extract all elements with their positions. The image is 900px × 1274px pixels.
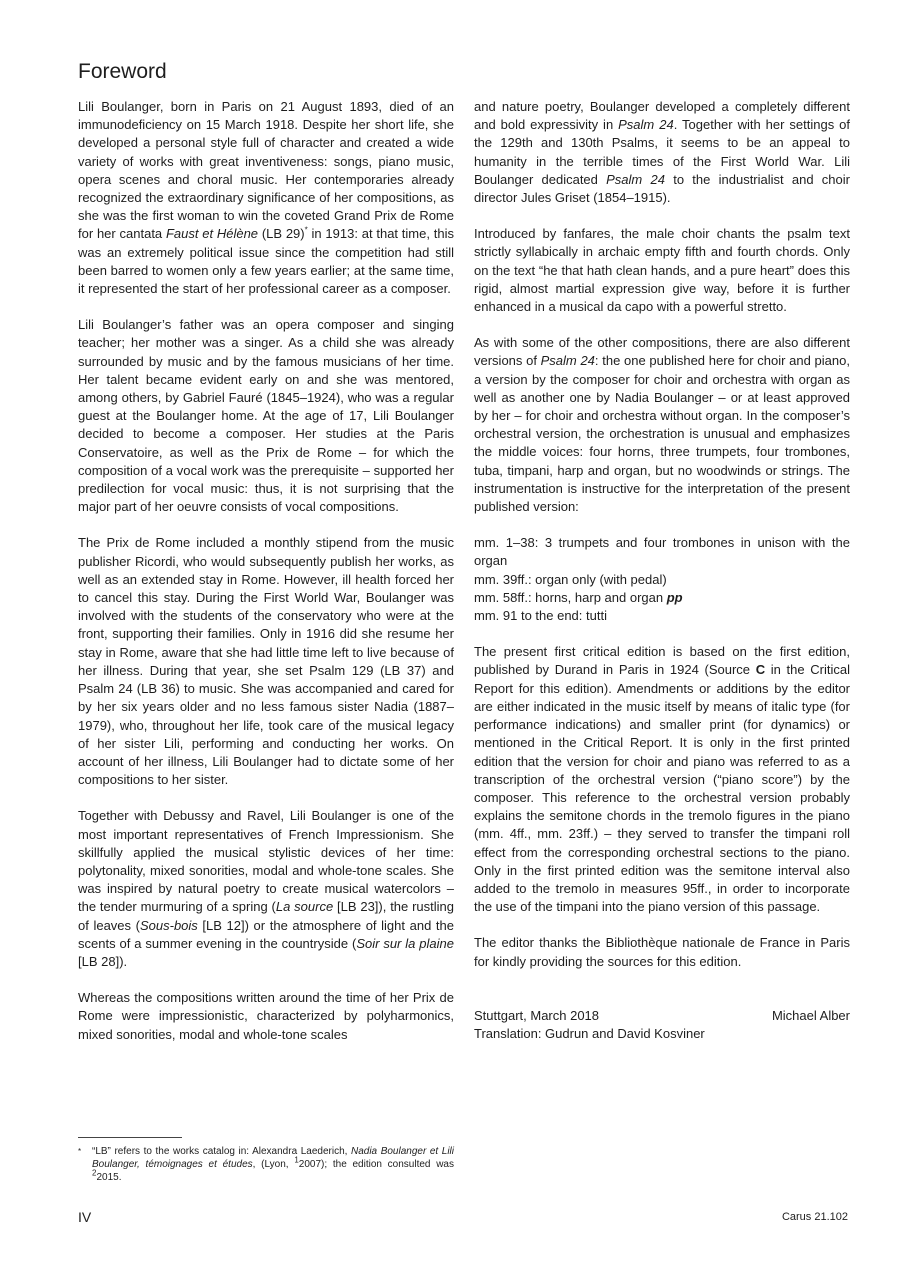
paragraph-5: Whereas the compositions written around the time of her Prix de Rome were impressionistic, characterized by polyharmonics, mixed sonorities, modal and whole-tone scales <box>78 990 454 1042</box>
signature-line <box>474 1007 850 1025</box>
place-date: Stuttgart, March 2018 <box>474 1007 600 1023</box>
paragraph-1: Lili Boulanger, born in Paris on 21 August 1893, died of an immunodeficiency on 15 March 1918. Despite her short life, she developed a personal style full of character and created a wide variety of works with great inventiveness: songs, piano music, opera scenes and choral music. Her contemporaries already recognized the extraordinary significance of her compositions, as she was the first woman to win the coveted Grand Prix de Rome for her cantata Faust et Hélène (LB 29)* in 1913: at that time, this was an extremely political issue since the competition had still been barred to women only a few years earlier; at the same time, it represented the start of her professional career as a composer. <box>78 99 454 297</box>
list-item: mm. 58ff.: horns, harp and organ pp <box>474 589 683 605</box>
paragraph-2: Lili Boulanger’s father was an opera composer and singing teacher; her mother was a singer. As a child she was already surrounded by music and by the famous musicians of her time. Her talent became evident early on and she was mentored, among others, by Gabriel Fauré (1845–1924), who was a regular guest at the Boulanger home. At the age of 17, Lili Boulanger decided to become a composer. Her studies at the Paris Conservatoire, as well as the Prix de Rome – for which the composition of a vocal work was the prerequisite – supported her predilection for vocal music: thus, it is not surprising that the major part of her oeuvre consists of vocal compositions. <box>78 317 454 515</box>
list-item: mm. 39ff.: organ only (with pedal) <box>474 571 667 587</box>
footnote-ref: * <box>304 226 308 236</box>
list-item: mm. 91 to the end: tutti <box>474 608 607 624</box>
footnote-text: “LB” refers to the works catalog in: Alexandra Laederich, Nadia Boulanger et Lili Boulanger, témoignages et études, (Lyon, $^1$2007); the edition consulted was $^2$2015. <box>92 1146 454 1183</box>
translation-credit: Translation: Gudrun and David Kosviner <box>474 1025 705 1041</box>
page-title: Foreword <box>78 60 167 83</box>
paragraph-8: As with some of the other compositions, there are also different versions of Psalm 24: the one published here for choir and piano, a version by the composer for choir and orchestra with organ as well as another one by Nadia Boulanger – or at least approved by her – for choir and orchestra without organ. In the composer’s orchestral version, the orchestration is unusual and emphasizes the middle voices: four horns, three trumpets, four trombones, tuba, timpani, harp and organ, but no woodwinds or strings. The instrumentation is instructive for the interpretation of the present published version: <box>474 335 850 515</box>
paragraph-4: Together with Debussy and Ravel, Lili Boulanger is one of the most important representatives of French Impressionism. She skillfully applied the musical stylistic devices of her time: polytonality, mixed sonorities, modal and whole-tone scales. She was inspired by natural poetry to create musical watercolors – the tender murmuring of a spring (La source [LB 23]), the rustling of leaves (Sous-bois [LB 12]) or the atmosphere of light and the scents of a summer evening in the countryside (Soir sur la plaine [LB 28]). <box>78 808 454 969</box>
paragraph-9: The present first critical edition is based on the first edition, published by Durand in Paris in 1924 (Source C in the Critical Report for this edition). Amendments or additions by the editor are either indicated in the music itself by means of italic type (for performance indications) and smaller print (for dynamics) or mentioned in the Critical Report. It is only in the first printed edition that the version for choir and piano was referred to as a transcription of the orchestral version (“piano score”) by the composer. This reference to the orchestral version probably explains the semitone chords in the tremolo figures in the piano (mm. 4ff., mm. 23ff.) – they served to transfer the timpani roll effect from the corresponding orchestral sections to the piano. Only in the first printed edition was the semitone interval also added to the tremolo in measures 95ff., in order to incorporate the use of the timpani into the piano version of this passage. <box>474 644 851 915</box>
footnote <box>78 1145 454 1184</box>
dynamic-marking: pp <box>666 589 683 605</box>
left-column <box>78 98 454 1062</box>
paragraph-10: The editor thanks the Bibliothèque nationale de France in Paris for kindly providing the sources for this edition. <box>474 935 850 969</box>
right-column <box>474 98 850 1043</box>
catalog-number: Carus 21.102 <box>781 1211 848 1223</box>
paragraph-7: Introduced by fanfares, the male choir chants the psalm text strictly syllabically in archaic empty fifth and fourth chords. Only on the text “he that hath clean hands, and a pure heart” does this rigid, almost martial expression give way, before it is further enhanced in a musical da capo with a powerful stretto. <box>474 226 850 315</box>
footnote-mark: * <box>78 1147 82 1156</box>
list-item: mm. 1–38: 3 trumpets and four trombones in unison with the organ <box>474 535 850 569</box>
instrumentation-list <box>474 534 850 625</box>
paragraph-6: and nature poetry, Boulanger developed a completely different and bold expressivity in Psalm 24. Together with her settings of the 129th and 130th Psalms, it seems to be an appeal to humanity in the terrible times of the First World War. Lili Boulanger dedicated Psalm 24 to the industrialist and choir director Jules Griset (1854–1915). <box>474 99 850 206</box>
author: Michael Alber <box>771 1007 850 1023</box>
paragraph-3: The Prix de Rome included a monthly stipend from the music publisher Ricordi, who would subsequently publish her works, as well as an extended stay in Rome. However, ill health forced her to cancel this stay. During the First World War, Boulanger was involved with the students of the conservatory who were at the front, supporting their families. Only in 1916 did she resume her stay in Rome, aware that she had little time left to live because of her illness. During that year, she set Psalm 129 (LB 37) and Psalm 24 (LB 36) to music. She was accompanied and cared for by her six years older and no less famous sister Nadia (1887–1979), who, throughout her life, took care of the musical legacy of her sister Lili, performing and conducting her works. On account of her illness, Lili Boulanger had to dictate some of her compositions to her sister. <box>78 535 454 788</box>
footnote-divider <box>78 1137 182 1138</box>
page-number: IV <box>78 1209 92 1225</box>
